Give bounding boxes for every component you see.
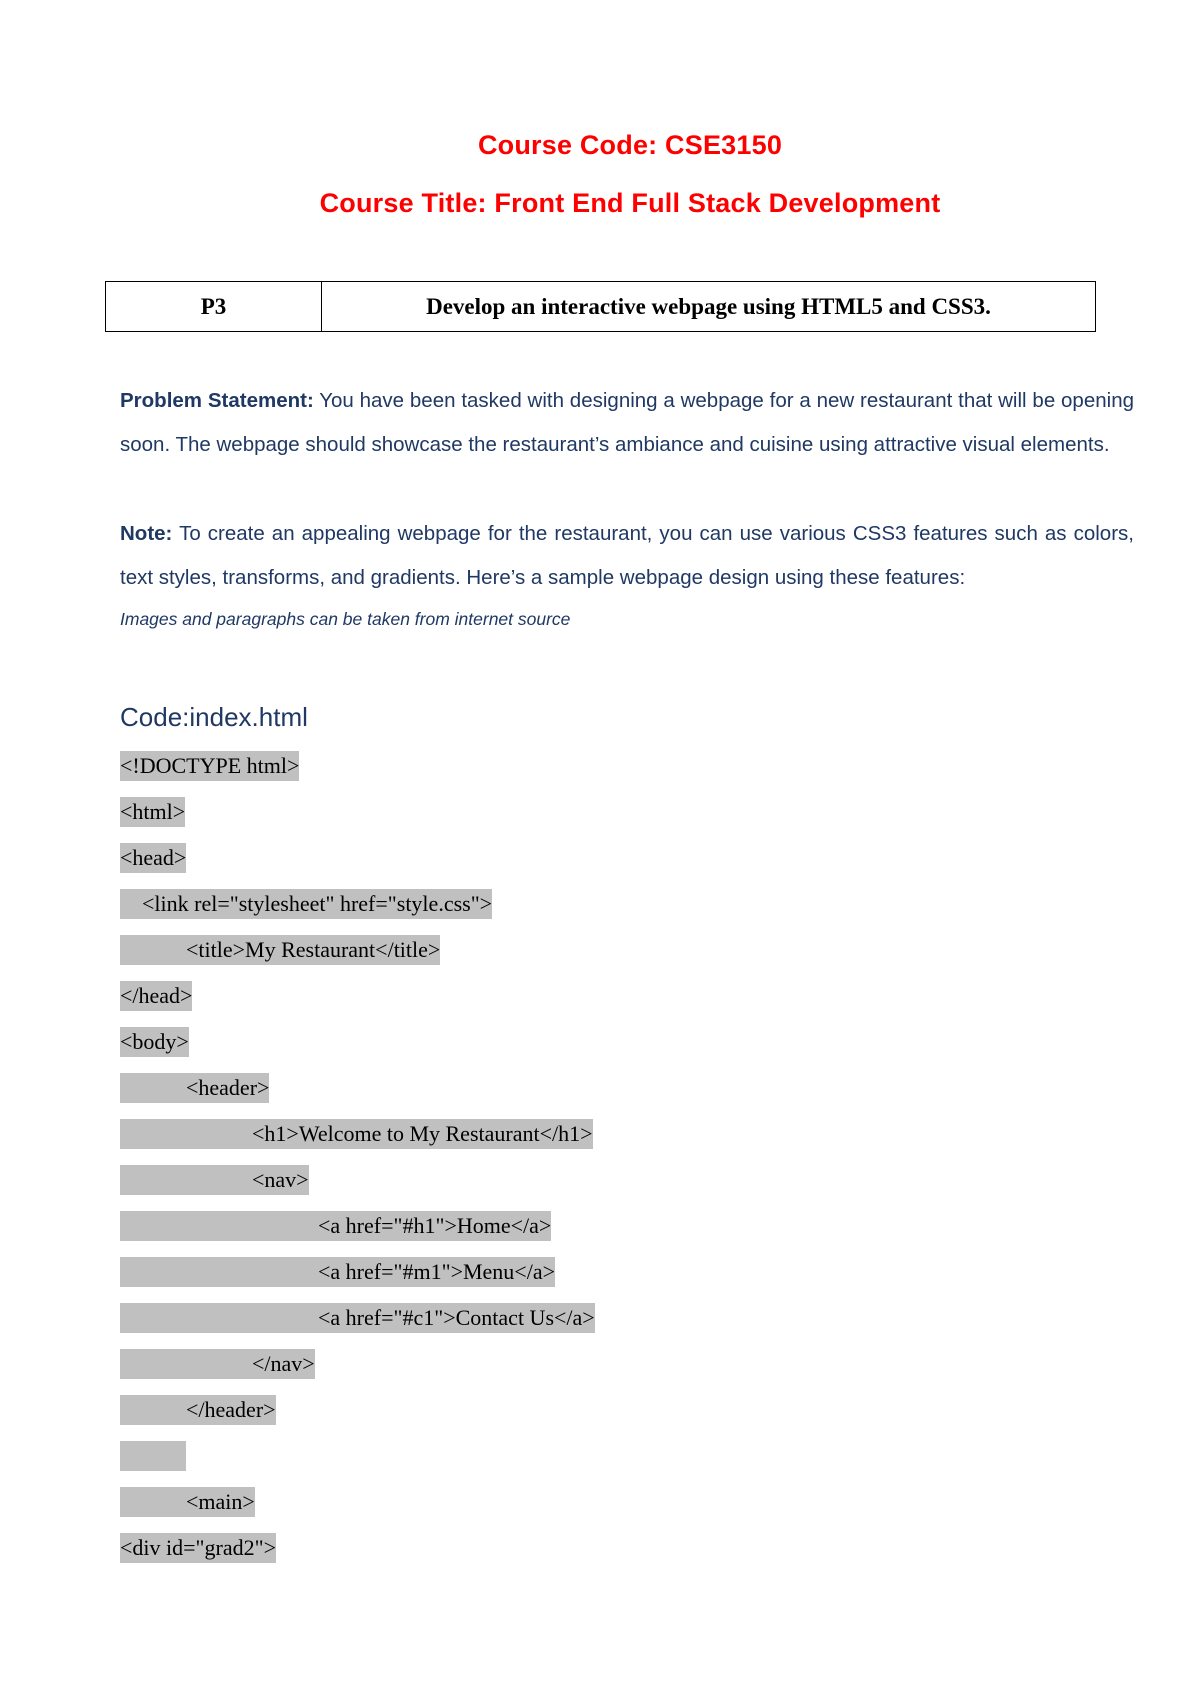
code-line: <main>	[120, 1487, 255, 1517]
code-line: </header>	[120, 1395, 276, 1425]
code-line: <a href="#c1">Contact Us</a>	[120, 1303, 595, 1333]
task-description: Develop an interactive webpage using HTML5 and CSS3.	[322, 282, 1096, 332]
code-label: Code:index.html	[120, 702, 308, 732]
code-line: <div id="grad2">	[120, 1533, 276, 1563]
code-line: <header>	[120, 1073, 269, 1103]
code-line: <h1>Welcome to My Restaurant</h1>	[120, 1119, 593, 1149]
code-line: <a href="#h1">Home</a>	[120, 1211, 551, 1241]
course-title: Course Title: Front End Full Stack Development	[319, 188, 941, 218]
note-text: To create an appealing webpage for the restaurant, you can use various CSS3 features such as colors, text styles, transforms, and gradients. Here’s a sample webpage design using these features:	[120, 522, 1134, 589]
source-note: Images and paragraphs can be taken from internet source	[120, 609, 571, 629]
code-line: <!DOCTYPE html>	[120, 751, 299, 781]
code-line: <title>My Restaurant</title>	[120, 935, 440, 965]
code-line: <head>	[120, 843, 186, 873]
problem-label: Problem Statement:	[120, 389, 314, 412]
code-line: </head>	[120, 981, 192, 1011]
note-label: Note:	[120, 522, 173, 545]
note-paragraph	[120, 512, 1134, 600]
task-row	[106, 282, 1096, 332]
code-line: <body>	[120, 1027, 189, 1057]
problem-statement	[120, 379, 1134, 467]
task-table	[105, 281, 1096, 332]
problem-text: You have been tasked with designing a webpage for a new restaurant that will be opening soon. The webpage should showcase the restaurant’s ambiance and cuisine using attractive visual elements.	[120, 389, 1134, 456]
code-line: <link rel="stylesheet" href="style.css">	[120, 889, 492, 919]
code-line	[120, 1441, 186, 1471]
course-code: Course Code: CSE3150	[477, 130, 783, 160]
code-line: <nav>	[120, 1165, 309, 1195]
code-line: <html>	[120, 797, 185, 827]
code-line: <a href="#m1">Menu</a>	[120, 1257, 555, 1287]
code-line: </nav>	[120, 1349, 315, 1379]
task-code: P3	[106, 282, 322, 332]
